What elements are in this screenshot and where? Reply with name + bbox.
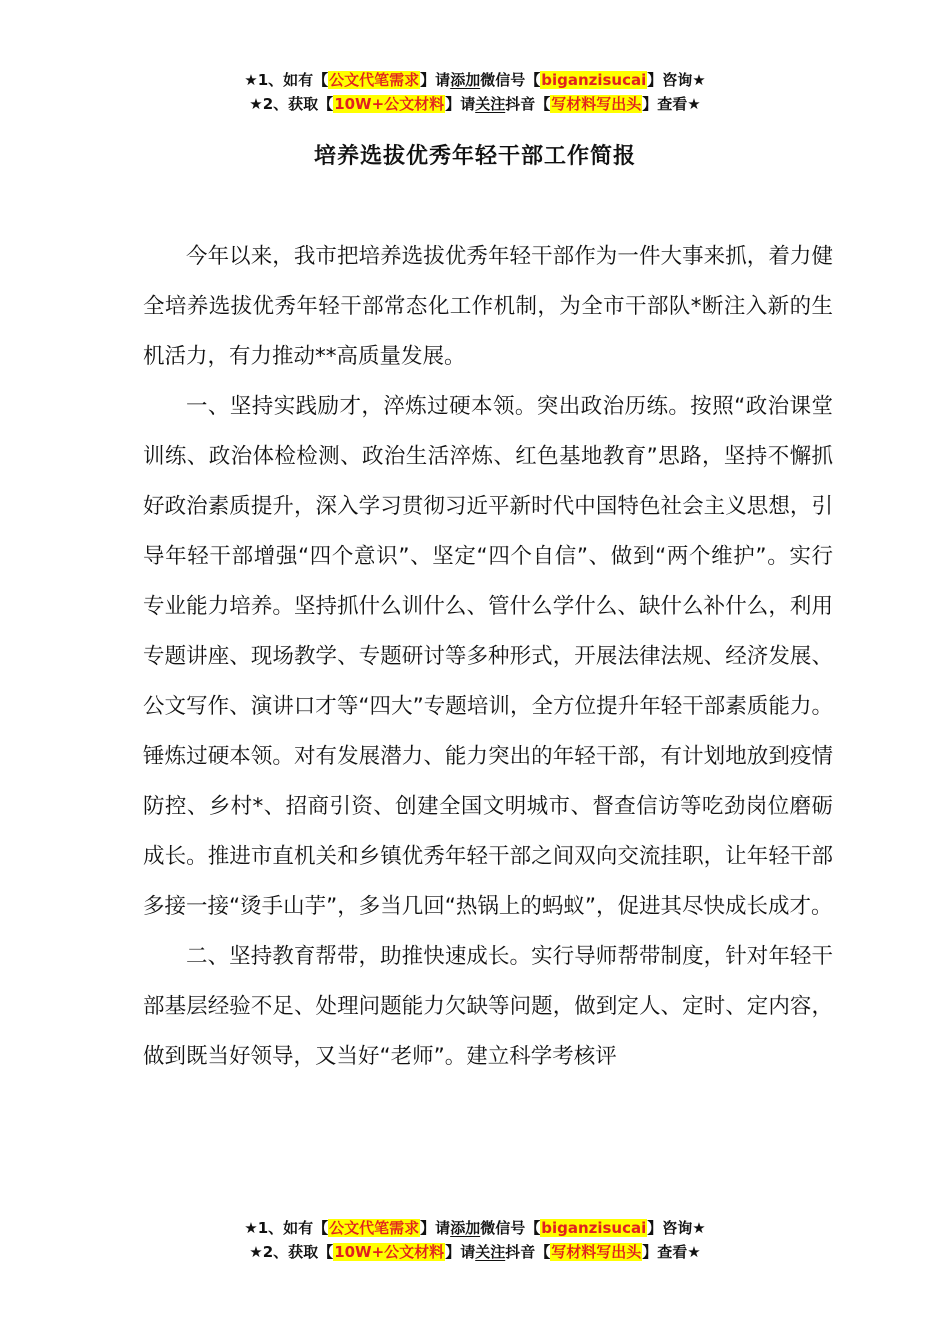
paragraph-section-1: 一、坚持实践励才，淬炼过硬本领。突出政治历练。按照“政治课堂训练、政治体检检测、政治生活淬炼、红色基地教育”思路，坚持不懈抓好政治素质提升，深入学习贯彻习近平新时代中国特色社会主义思想，引导年轻干部增强“四个意识”、坚定“四个自信”、做到“两个维护”。实行专业能力培养。坚持抓什么训什么、管什么学什么、缺什么补什么，利用专题讲座、现场教学、专题研讨等多种形式，开展法律法规、经济发展、公文写作、演讲口才等“四大”专题培训，全方位提升年轻干部素质能力。锤炼过硬本领。对有发展潜力、能力突出的年轻干部，有计划地放到疫情防控、乡村*、招商引资、创建全国文明城市、督查信访等吃劲岗位磨砺成长。推进市直机关和乡镇优秀年轻干部之间双向交流挂职，让年轻干部多接一接“烫手山芋”，多当几回“热锅上的蚂蚁”，促进其尽快成长成才。 [143, 394, 833, 919]
paragraph-section-2: 二、坚持教育帮带，助推快速成长。实行导师帮带制度，针对年轻干部基层经验不足、处理问题能力欠缺等问题，做到定人、定时、定内容，做到既当好领导，又当好“老师”。建立科学考核评 [143, 944, 833, 1069]
highlight-douyin-account: 写材料写出头 [551, 1243, 642, 1261]
highlight-wechat-id: biganzisucai [541, 1219, 647, 1237]
footer-banner [0, 1216, 950, 1264]
document-title: 培养选拔优秀年轻干部工作简报 [313, 144, 636, 169]
banner-line-1: ★1、如有【公文代笔需求】请添加微信号【biganzisucai】咨询★ [244, 1219, 706, 1237]
highlight-service: 公文代笔需求 [329, 71, 420, 89]
highlight-douyin-account: 写材料写出头 [551, 95, 642, 113]
highlight-service: 公文代笔需求 [329, 1219, 420, 1237]
document-body [143, 232, 833, 1082]
highlight-materials: 10W+公文材料 [334, 1243, 445, 1261]
banner-line-2: ★2、获取【10W+公文材料】请关注抖音【写材料写出头】查看★ [249, 1243, 701, 1261]
header-banner [0, 68, 950, 116]
banner-line-1: ★1、如有【公文代笔需求】请添加微信号【biganzisucai】咨询★ [244, 71, 706, 89]
highlight-materials: 10W+公文材料 [334, 95, 445, 113]
paragraph-intro: 今年以来，我市把培养选拔优秀年轻干部作为一件大事来抓，着力健全培养选拔优秀年轻干部常态化工作机制，为全市干部队*断注入新的生机活力，有力推动**高质量发展。 [143, 244, 833, 369]
highlight-wechat-id: biganzisucai [541, 71, 647, 89]
banner-line-2: ★2、获取【10W+公文材料】请关注抖音【写材料写出头】查看★ [249, 95, 701, 113]
